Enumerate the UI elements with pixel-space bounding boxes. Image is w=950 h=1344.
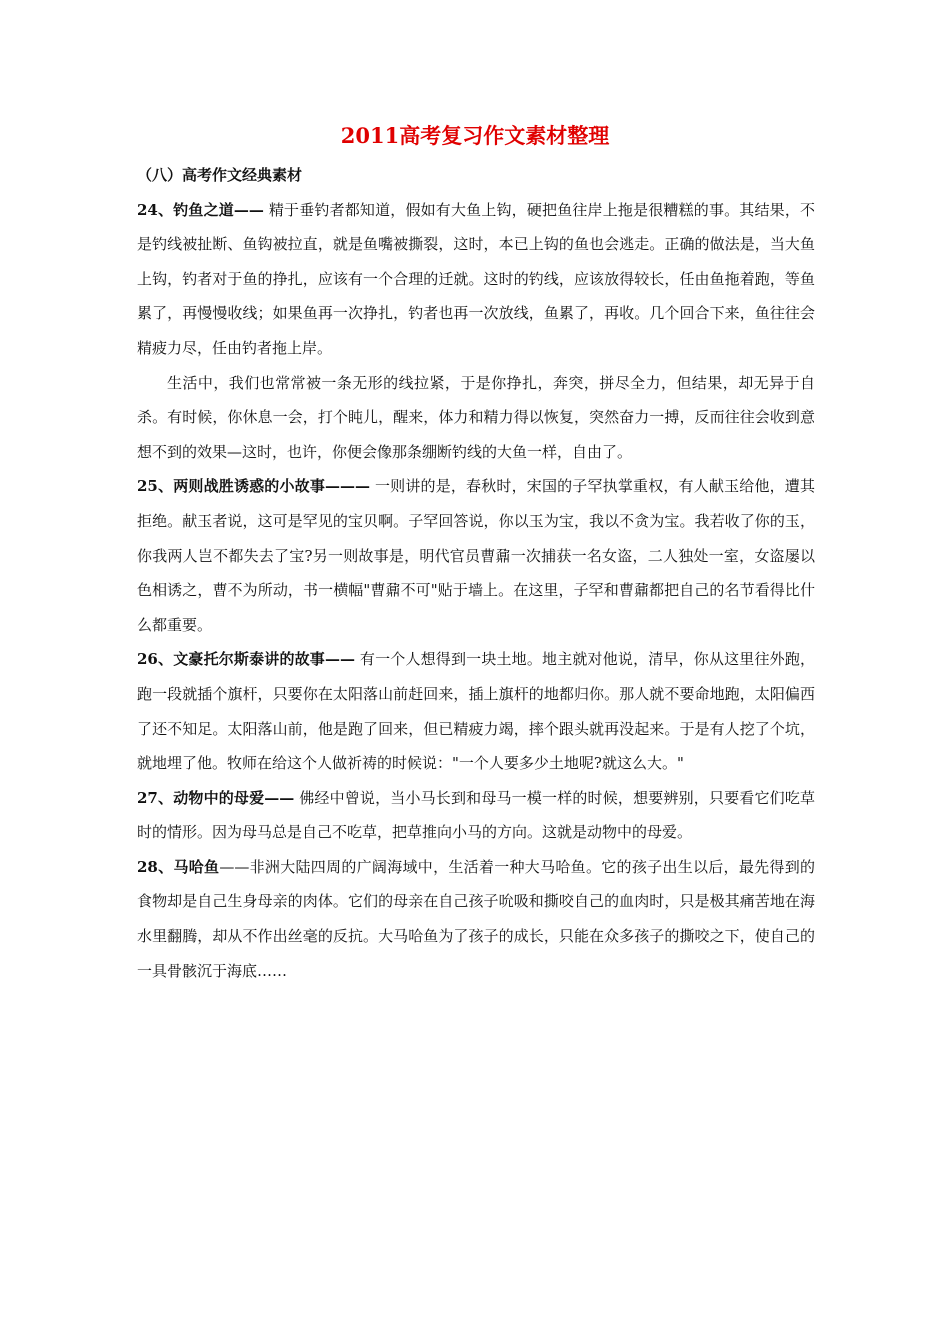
item-heading: 28、马哈鱼 — [137, 857, 220, 876]
paragraph-item-24 — [137, 193, 815, 366]
document-body — [137, 158, 815, 988]
paragraph-item-27 — [137, 781, 815, 850]
paragraph-item-25 — [137, 469, 815, 642]
paragraph-item-28 — [137, 850, 815, 988]
paragraph-item-24-extra: 生活中，我们也常常被一条无形的线拉紧，于是你挣扎，奔突，拼尽全力，但结果，却无异于自杀。有时候，你休息一会，打个盹儿，醒来，体力和精力得以恢复，突然奋力一搏，反而往往会收到意想不到的效果—这时，也许，你便会像那条绷断钓线的大鱼一样，自由了。 — [137, 373, 815, 461]
item-heading: 27、动物中的母爱—— — [137, 788, 295, 807]
paragraph-item-26 — [137, 642, 815, 780]
item-heading: 26、文豪托尔斯泰讲的故事—— — [137, 650, 355, 669]
section-heading: （八）高考作文经典素材 — [137, 166, 303, 184]
item-text: 有一个人想得到一块土地。地主就对他说，清早，你从这里往外跑，跑一段就插个旗杆，只要你在太阳落山前赶回来，插上旗杆的地都归你。那人就不要命地跑，太阳偏西了还不知足。太阳落山前，他是跑了回来，但已精疲力竭，摔个跟头就再没起来。于是有人挖了个坑，就地埋了他。牧师在给这个人做祈祷的时候说："一个人要多少土地呢?就这么大。" — [137, 650, 815, 773]
item-text: 佛经中曾说，当小马长到和母马一模一样的时候，想要辨别，只要看它们吃草时的情形。因为母马总是自己不吃草，把草推向小马的方向。这就是动物中的母爱。 — [137, 788, 815, 842]
item-heading: 24、钓鱼之道—— — [137, 200, 264, 219]
item-heading: 25、两则战胜诱惑的小故事——— — [137, 477, 371, 496]
item-text: 精于垂钓者都知道，假如有大鱼上钩，硬把鱼往岸上拖是很糟糕的事。其结果，不是钓线被扯断、鱼钩被拉直，就是鱼嘴被撕裂，这时，本已上钩的鱼也会逃走。正确的做法是，当大鱼上钩，钓者对于鱼的挣扎，应该有一个合理的迁就。这时的钓线，应该放得较长，任由鱼拖着跑，等鱼累了，再慢慢收线；如果鱼再一次挣扎，钓者也再一次放线，鱼累了，再收。几个回合下来，鱼往往会精疲力尽，任由钓者拖上岸。 — [137, 200, 816, 357]
item-text: 一则讲的是，春秋时，宋国的子罕执掌重权，有人献玉给他，遭其拒绝。献玉者说，这可是罕见的宝贝啊。子罕回答说，你以玉为宝，我以不贪为宝。我若收了你的玉，你我两人岂不都失去了宝?另一则故事是，明代官员曹鼐一次捕获一名女盗，二人独处一室，女盗屡以色相诱之，曹不为所动，书一横幅"曹鼐不可"贴于墙上。在这里，子罕和曹鼐都把自己的名节看得比什么都重要。 — [137, 477, 815, 634]
item-text: ——非洲大陆四周的广阔海域中，生活着一种大马哈鱼。它的孩子出生以后，最先得到的食物却是自己生身母亲的肉体。它们的母亲在自己孩子吮吸和撕咬自己的血肉时，只是极其痛苦地在海水里翻腾，却从不作出丝毫的反抗。大马哈鱼为了孩子的成长，只能在众多孩子的撕咬之下，使自己的一具骨骸沉于海底…… — [137, 857, 815, 980]
document-title: 2011高考复习作文素材整理 — [340, 123, 610, 148]
